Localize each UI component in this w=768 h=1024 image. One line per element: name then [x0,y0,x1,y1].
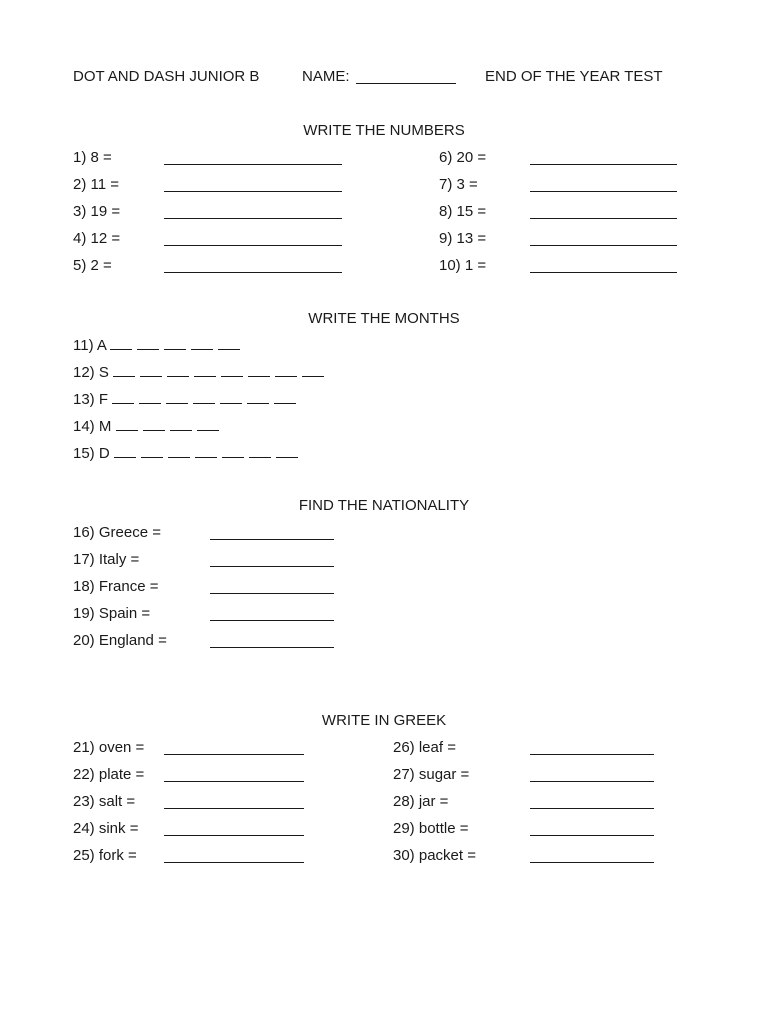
letter-blank [220,393,242,404]
month-item [73,364,329,382]
nationality-item-label: 19) Spain = [73,605,151,622]
greek-item-answer-blank [164,835,304,836]
number-item-label: 4) 12 = [73,230,121,247]
number-item-answer-blank [530,164,677,165]
month-item [73,337,245,355]
nationality-item-label: 20) England = [73,632,167,649]
greek-item-answer-blank [164,862,304,863]
letter-blank [274,393,296,404]
letter-blank [170,420,192,431]
greek-item-answer-blank [164,754,304,755]
month-item-label: 12) S [73,364,109,381]
letter-blank [195,447,217,458]
number-item-label: 5) 2 = [73,257,112,274]
month-item-label: 14) M [73,418,112,435]
number-item-answer-blank [164,164,342,165]
number-item-label: 6) 20 = [439,149,487,166]
greek-item-answer-blank [530,862,654,863]
letter-blank [302,366,324,377]
number-item-label: 8) 15 = [439,203,487,220]
month-item-label: 15) D [73,445,110,462]
letter-blank [191,339,213,350]
greek-item-label: 23) salt = [73,793,136,810]
letter-blank [197,420,219,431]
greek-item-label: 28) jar = [393,793,449,810]
number-item-label: 2) 11 = [73,176,120,193]
letter-blank [140,366,162,377]
greek-item-label: 24) sink = [73,820,139,837]
letter-blank [275,366,297,377]
letter-blank [143,420,165,431]
section-title-nationality: FIND THE NATIONALITY [298,497,470,514]
section-title-greek: WRITE IN GREEK [321,712,447,729]
greek-item-label: 30) packet = [393,847,476,864]
greek-item-label: 25) fork = [73,847,137,864]
letter-blank [139,393,161,404]
letter-blank [137,339,159,350]
section-title-months: WRITE THE MONTHS [308,310,460,327]
worksheet-class-title: DOT AND DASH JUNIOR B [73,68,260,85]
letter-blank [166,393,188,404]
greek-item-label: 22) plate = [73,766,145,783]
test-title: END OF THE YEAR TEST [485,68,663,85]
greek-item-answer-blank [164,781,304,782]
greek-item-label: 21) oven = [73,739,145,756]
number-item-answer-blank [530,272,677,273]
letter-blank [110,339,132,350]
nationality-item-answer-blank [210,620,334,621]
section-title-numbers: WRITE THE NUMBERS [303,122,465,139]
number-item-answer-blank [164,218,342,219]
number-item-label: 1) 8 = [73,149,112,166]
letter-blank [248,366,270,377]
month-item-label: 11) A [73,337,107,354]
number-item-answer-blank [530,191,677,192]
letter-blank [112,393,134,404]
letter-blank [113,366,135,377]
name-label: NAME: [302,68,350,85]
month-item [73,418,224,436]
greek-item-label: 27) sugar = [393,766,470,783]
number-item-label: 9) 13 = [439,230,487,247]
letter-blank [194,366,216,377]
nationality-item-label: 17) Italy = [73,551,140,568]
number-item-answer-blank [530,218,677,219]
letter-blank [167,366,189,377]
nationality-item-label: 18) France = [73,578,159,595]
letter-blank [168,447,190,458]
letter-blank [164,339,186,350]
number-item-answer-blank [164,245,342,246]
name-blank [356,83,456,84]
letter-blank [276,447,298,458]
month-item [73,445,303,463]
nationality-item-answer-blank [210,593,334,594]
greek-item-answer-blank [530,835,654,836]
month-item [73,391,301,409]
letter-blank [141,447,163,458]
nationality-item-answer-blank [210,647,334,648]
number-item-label: 7) 3 = [439,176,478,193]
letter-blank [221,366,243,377]
letter-blank [222,447,244,458]
greek-item-label: 29) bottle = [393,820,469,837]
letter-blank [116,420,138,431]
greek-item-answer-blank [530,754,654,755]
greek-item-answer-blank [530,808,654,809]
letter-blank [114,447,136,458]
nationality-item-answer-blank [210,539,334,540]
greek-item-answer-blank [164,808,304,809]
nationality-item-label: 16) Greece = [73,524,161,541]
letter-blank [193,393,215,404]
letter-blank [249,447,271,458]
number-item-answer-blank [164,272,342,273]
letter-blank [247,393,269,404]
greek-item-label: 26) leaf = [393,739,456,756]
number-item-answer-blank [530,245,677,246]
month-item-label: 13) F [73,391,109,408]
number-item-label: 10) 1 = [439,257,487,274]
number-item-answer-blank [164,191,342,192]
number-item-label: 3) 19 = [73,203,121,220]
nationality-item-answer-blank [210,566,334,567]
letter-blank [218,339,240,350]
greek-item-answer-blank [530,781,654,782]
